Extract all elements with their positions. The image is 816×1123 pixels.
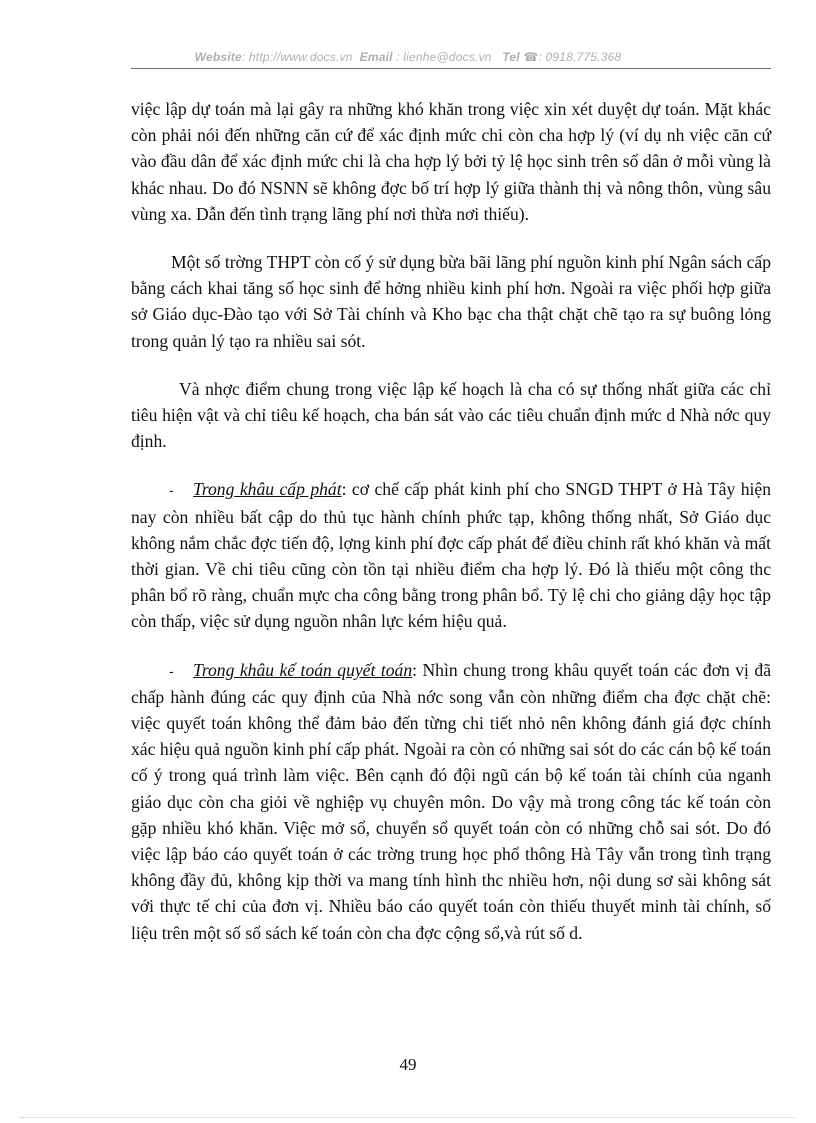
paragraph-accounting [131,657,771,946]
document-body [131,96,771,968]
page-header [0,50,816,64]
email-value: : lienhe@docs.vn [396,50,492,64]
section-heading-accounting: Trong khâu kế toán quyết toán [193,659,413,680]
bullet-marker: - [169,482,174,499]
website-value: : http://www.docs.vn [241,50,353,64]
page-number: 49 [399,1055,417,1074]
paragraph-1: việc lập dự toán mà lại gây ra những khó khăn trong việc xin xét duyệt dự toán. Mặt khác còn phải nói đến những căn cứ để xác định mức chi còn cha hợp lý (ví dụ nh việc căn cứ vào đầu dân để xác định mức chi là cha hợp lý bởi tỷ lệ học sinh trên số dân ở mỗi vùng là khác nhau. Do đó NSNN sẽ không đợc bố trí hợp lý giữa thành thị và nông thôn, vùng sâu vùng xa. Dẫn đến tình trạng lãng phí nơi thừa nơi thiếu). [131,99,771,224]
website-label: Website [194,50,242,64]
accounting-text: : Nhìn chung trong khâu quyết toán các đơn vị đã chấp hành đúng các quy định của Nhà nớc song vẫn còn những điểm cha đợc chặt chẽ: việc quyết toán không thể đảm bảo đến từng chi tiết nhỏ nên không đánh giá đợc chính xác hiệu quả nguồn kinh phí cấp phát. Ngoài ra còn có những sai sót do các cán bộ kế toán cố ý trong quá trình làm việc. Bên cạnh đó đội ngũ cán bộ kế toán tài chính của nganh giáo dục còn cha giỏi về nghiệp vụ chuyên môn. Do vậy mà trong công tác kế toán còn gặp nhiều khó khăn. Việc mở sổ, chuyển sổ quyết toán còn có những chỗ sai sót. Do đó việc lập báo cáo quyết toán ở các trờng trung học phổ thông Hà Tây vẫn trong tình trạng không đầy đủ, không kịp thời va mang tính hình thc nhiều hơn, nội dung sơ sài không sát với thực tế chi của đơn vị. Nhiều báo cáo quyết toán còn thiếu thuyết minh tài chính, số liệu trên một số sổ sách kế toán còn cha đợc cộng sổ,và rút số d. [131,659,772,943]
email-label: Email [359,50,393,64]
paragraph-3: Và nhợc điểm chung trong việc lập kế hoạch là cha có sự thống nhất giữa các chỉ tiêu hiện vật và chỉ tiêu kế hoạch, cha bán sát vào các tiêu chuẩn định mức d Nhà nớc quy định. [131,378,771,452]
paragraph-2: Một số trờng THPT còn cố ý sử dụng bừa bãi lãng phí nguồn kinh phí Ngân sách cấp bằng cách khai tăng số học sinh để hởng nhiều kinh phí hơn. Ngoài ra việc phối hợp giữa sở Giáo dục-Đào tạo với Sở Tài chính và Kho bạc cha thật chặt chẽ tạo ra sự buông lỏng trong quản lý tạo ra nhiều sai sót. [131,252,771,351]
footer-dotted-line [20,1117,796,1118]
paragraph-allocation [131,476,771,634]
bullet-marker: - [169,662,174,679]
tel-label: Tel [502,50,520,64]
allocation-text: : cơ chế cấp phát kinh phí cho SNGD THPT ở Hà Tây hiện nay còn nhiều bất cập do thủ tục hành chính phức tạp, không thống nhất, Sở Giáo dục không nắm chắc đợc tiến độ, lợng kinh phí đợc cấp phát để điều chỉnh rất khó khăn và mất thời gian. Về chi tiêu cũng còn tồn tại nhiều điểm cha hợp lý. Đó là thiếu một công thc phân bổ rõ ràng, chuẩn mực cha công bằng trong phân bổ. Tỷ lệ chi cho giảng dậy học tập còn thấp, việc sử dụng nguồn nhân lực kém hiệu quả. [131,479,772,632]
section-heading-allocation: Trong khâu cấp phát [193,479,342,500]
header-divider [131,68,771,69]
tel-value: ☎: 0918.775.368 [523,50,622,64]
